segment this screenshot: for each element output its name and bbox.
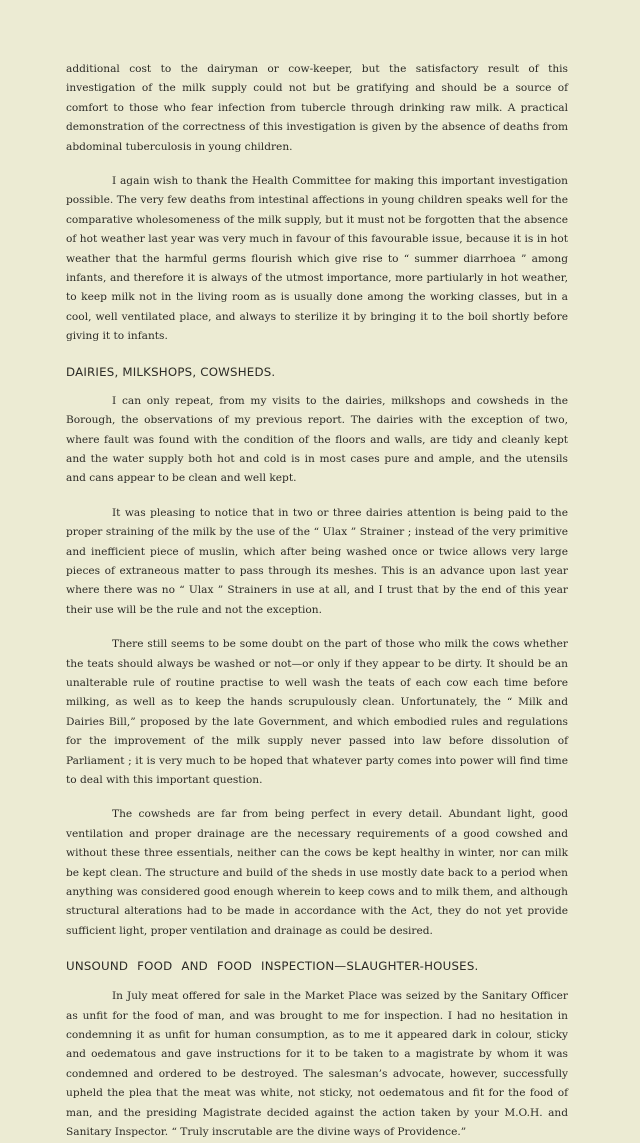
paragraph-tuberculosis-conclusion: additional cost to the dairyman or cow-keeper, but the satisfactory result of this investigation of the milk supply could not but be gratifying and should be a source of comfort to those who fear infection from tubercle through drinking raw milk. A practical demonstration of the correctness of this investigation is given by the absence of deaths from abdominal tuberculosis in young children. <box>66 63 568 153</box>
heading-unsound-food-inspection: UNSOUND FOOD AND FOOD INSPECTION—SLAUGHTER-HOUSES. <box>66 959 479 974</box>
paragraph-cowsheds: The cowsheds are far from being perfect in every detail. Abundant light, good ventilation and proper drainage are the necessary requirements of a good cowshed and without these three essentials, neither can the cows be kept healthy in winter, nor can milk be kept clean. The structure and build of the sheds in use mostly date back to a period when anything was considered good enough wherein to keep cows and to milk them, and although structural alterations had to be made in accordance with the Act, they do not yet provide sufficient light, proper ventilation and drainage as could be desired. <box>66 808 568 937</box>
paragraph-market-place-meat: In July meat offered for sale in the Market Place was seized by the Sanitary Officer as unfit for the food of man, and was brought to me for inspection. I had no hesitation in condemning it as unfit for human consumption, as to me it appeared dark in colour, sticky and oedematous and gave instructions for it to be taken to a magistrate by whom it was condemned and ordered to be destroyed. The salesman’s advocate, however, successfully upheld the plea that the meat was white, not sticky, not oedematous and fit for the food of man, and the presiding Magistrate decided against the action taken by your M.O.H. and Sanitary Inspector. “ Truly inscrutable are the divine ways of Providence.” <box>66 990 568 1139</box>
paragraph-thanks-health-committee: I again wish to thank the Health Committee for making this important investigation possible. The very few deaths from intestinal affections in young children speaks well for the comparative wholesomeness of the milk supply, but it must not be forgotten that the absence of hot weather last year was very much in favour of this favourable issue, because it is in hot weather that the harmful germs flourish which give rise to “ summer diarrhoea ” among infants, and therefore it is always of the utmost importance, more partiularly in hot weather, to keep milk not in the living room as is usually done among the working classes, but in a cool, well ventilated place, and always to sterilize it by bringing it to the boil shortly before giving it to infants. <box>66 175 568 343</box>
paragraph-ulax-strainer: It was pleasing to notice that in two or three dairies attention is being paid to the proper straining of the milk by the use of the “ Ulax ” Strainer ; instead of the very primitive and inefficient piece of muslin, which after being washed once or twice allows very large pieces of extraneous matter to pass through its meshes. This is an advance upon last year where there was no “ Ulax ” Strainers in use at all, and I trust that by the end of this year their use will be the rule and not the exception. <box>66 506 568 616</box>
paragraph-dairies-observations: I can only repeat, from my visits to the dairies, milkshops and cowsheds in the Borough, the observations of my previous report. The dairies with the exception of two, where fault was found with the condition of the floors and walls, are tidy and cleanly kept and the water supply both hot and cold is in most cases pure and ample, and the utensils and cans appear to be clean and well kept. <box>66 394 568 485</box>
heading-dairies-milkshops-cowsheds: DAIRIES, MILKSHOPS, COWSHEDS. <box>66 364 276 379</box>
paragraph-washing-teats: There still seems to be some doubt on the part of those who milk the cows whether the teats should always be washed or not—or only if they appear to be dirty. It should be an unalterable rule of routine practise to well wash the teats of each cow each time before milking, as well as to keep the hands scrupulously clean. Unfortunately, the “ Milk and Dairies Bill,” proposed by the late Government, and which embodied rules and regulations for the improvement of the milk supply never passed into law before dissolution of Parliament ; it is very much to be hoped that whatever party comes into power will find time to deal with this important question. <box>66 638 568 786</box>
